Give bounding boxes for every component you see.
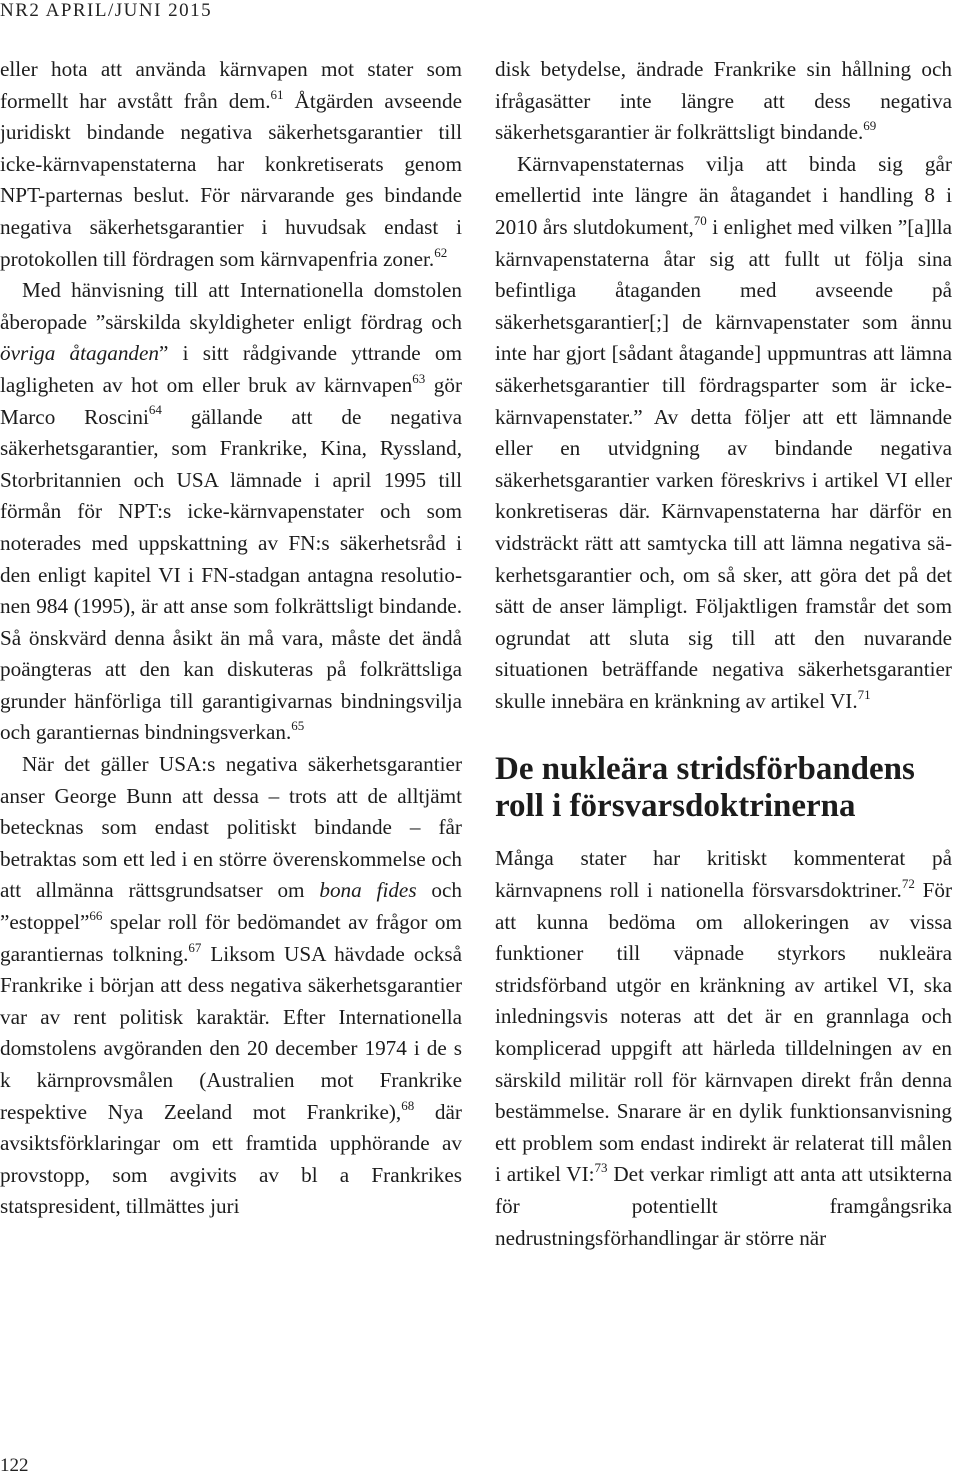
paragraph — [495, 149, 952, 718]
footnote-ref: 72 — [901, 876, 915, 891]
paragraph — [0, 54, 462, 275]
body-text: eller hota att använda kärnvapen mot stater som formellt har avstått från dem. — [0, 57, 462, 113]
paragraph — [495, 843, 952, 1254]
body-text: Med hänvisning till att Internationella domstolen åberopade ”särskilda skyldigheter enligt fördrag och — [0, 278, 462, 334]
paragraph — [0, 275, 462, 749]
footnote-ref: 65 — [291, 718, 305, 734]
body-text: ” i sitt rådgivande yttrande om lagligheten av hot om eller bruk av kärnvapen — [0, 341, 463, 397]
body-text: och ”estoppel” — [0, 878, 462, 935]
footnote-ref: 70 — [693, 212, 707, 228]
italic-text: övriga åtaganden — [0, 341, 160, 366]
body-text: Åtgärden avseende juridiskt bindande negativa säkerhetsgarantier till icke-kärnvapenstaterna har konkretiserats genom NPT-parternas beslut. För närvarande ges bindande negativa säkerhetsgarantier i huvudsak endast i protokollen till fördragen som kärnvapenfria zoner. — [0, 88, 462, 271]
footnote-ref: 68 — [401, 1097, 415, 1113]
footnote-ref: 62 — [434, 244, 448, 260]
body-text: När det gäller USA:s negativa säkerhetsgarantier anser George Bunn att dessa – trots att de alltjämt betecknas som endast politiskt bindande – får betraktas som ett led i en större överenskommelse och att allmänna rättsgrundsatser om — [0, 752, 462, 903]
right-column — [495, 54, 952, 1254]
page-number: 122 — [0, 1455, 29, 1476]
body-text: Kärnvapenstaternas vilja att binda sig går emellertid inte längre än åtagandet i handling 8 i 2010 års slutdokument, — [495, 151, 952, 239]
body-text: gör Marco Roscini — [0, 372, 462, 429]
body-text: Många stater har kritiskt kommenterat på kärnvapnens roll i nationella försvarsdoktriner. — [495, 846, 952, 903]
italic-text: bona fides — [319, 878, 417, 903]
running-head: NR2 APRIL/JUNI 2015 — [0, 0, 213, 21]
footnote-ref: 67 — [188, 939, 202, 955]
body-text: disk betydelse, ändrade Frankrike sin hållning och ifrågasätter inte längre att dess negativa säkerhetsgarantier är folkrättsligt bindande. — [495, 57, 952, 145]
paragraph — [0, 749, 462, 1223]
body-text: Det verkar rimligt att anta att utsikterna för potentiellt framgångsrika nedrustningsförhandlingar är större när — [495, 1162, 952, 1250]
footnote-ref: 66 — [89, 907, 103, 923]
footnote-ref: 64 — [148, 402, 162, 418]
body-text: Liksom USA hävdade också Frankrike i början att dess negativa säkerhetsgarantier var av rent politisk karaktär. Efter Internationella domstolens avgöranden den 20 december 1974 i de s k kärnprovsmålen (Australien mot Frankrike respektive Nya Zeeland mot Frankrike), — [0, 941, 462, 1124]
section-heading: De nukleära stridsförbandens roll i försvarsdoktrinerna — [495, 751, 915, 825]
footnote-ref: 69 — [863, 118, 877, 134]
body-text: spelar roll för bedömandet av frågor om garantiernas tolkning. — [0, 910, 462, 966]
left-column — [0, 54, 462, 1223]
footnote-ref: 73 — [594, 1160, 608, 1176]
paragraph — [495, 54, 952, 149]
footnote-ref: 61 — [270, 86, 284, 102]
body-text: För att kunna bedöma om allokeringen av vissa funktioner till väpnade styrkors nukleära stridsförband utgör en kränkning av artikel VI, ska inledningsvis noteras att det är en grannlaga och komplicerad uppgift att härleda tilldelningen av en särskild militär roll för kärnvapen direkt från denna bestämmelse. Snarare är en dylik funktionsanvisning ett problem som endast indirekt är relaterat till målen i artikel VI: — [495, 878, 952, 1187]
body-text: gällande att de negativa säkerhetsgarantier, som Frankrike, Kina, Ryssland, Storbritannien och USA lämnade i april 1995 till förmån för NPT:s icke-kärnvapenstater och som noterades med uppskattning av FN:s säkerhetsråd i den enligt kapitel VI i FN-stadgan antagna resolutionen 984 (1995), är att anse som folkrättsligt bindande. Så önskvärd denna åsikt än må vara, måste det ändå poängteras att den kan diskuteras på folkrättsliga grunder hänförliga till garantigivarnas bindningsvilja och garantiernas bindningsverkan. — [0, 404, 462, 745]
body-text: där avsiktsförklaringar om ett framtida upphörande av provstopp, som avgivits av bl a Frankrikes statspresident, tillmättes juri — [0, 1099, 462, 1219]
footnote-ref: 63 — [412, 370, 426, 386]
body-text: i enlighet med vilken ”[a]lla kärnvapenstaterna åtar sig att fullt ut följa sina befintliga åtaganden med avseende på säkerhetsgarantier[;] de kärnvapenstater som ännu inte har gjort [sådant åtagande] uppmuntras att lämna säkerhetsgarantier till fördragsparter som är icke-kärnvapenstater.” Av detta följer att ett lämnande eller en utvidgning av bindande negativa säkerhetsgarantier varken föreskrivs i artikel VI eller konkretiseras där. Kärnvapenstaterna har därför en vidsträckt rätt att samtycka till att lämna negativa säkerhetsgarantier och, om så sker, att göra det på det sätt de anser lämpligt. Följaktligen framstår det som ogrundat att sluta sig till att den nuvarande situationen beträffande negativa säkerhetsgarantier skulle innebära en kränkning av artikel VI. — [495, 214, 953, 713]
footnote-ref: 71 — [857, 686, 871, 702]
